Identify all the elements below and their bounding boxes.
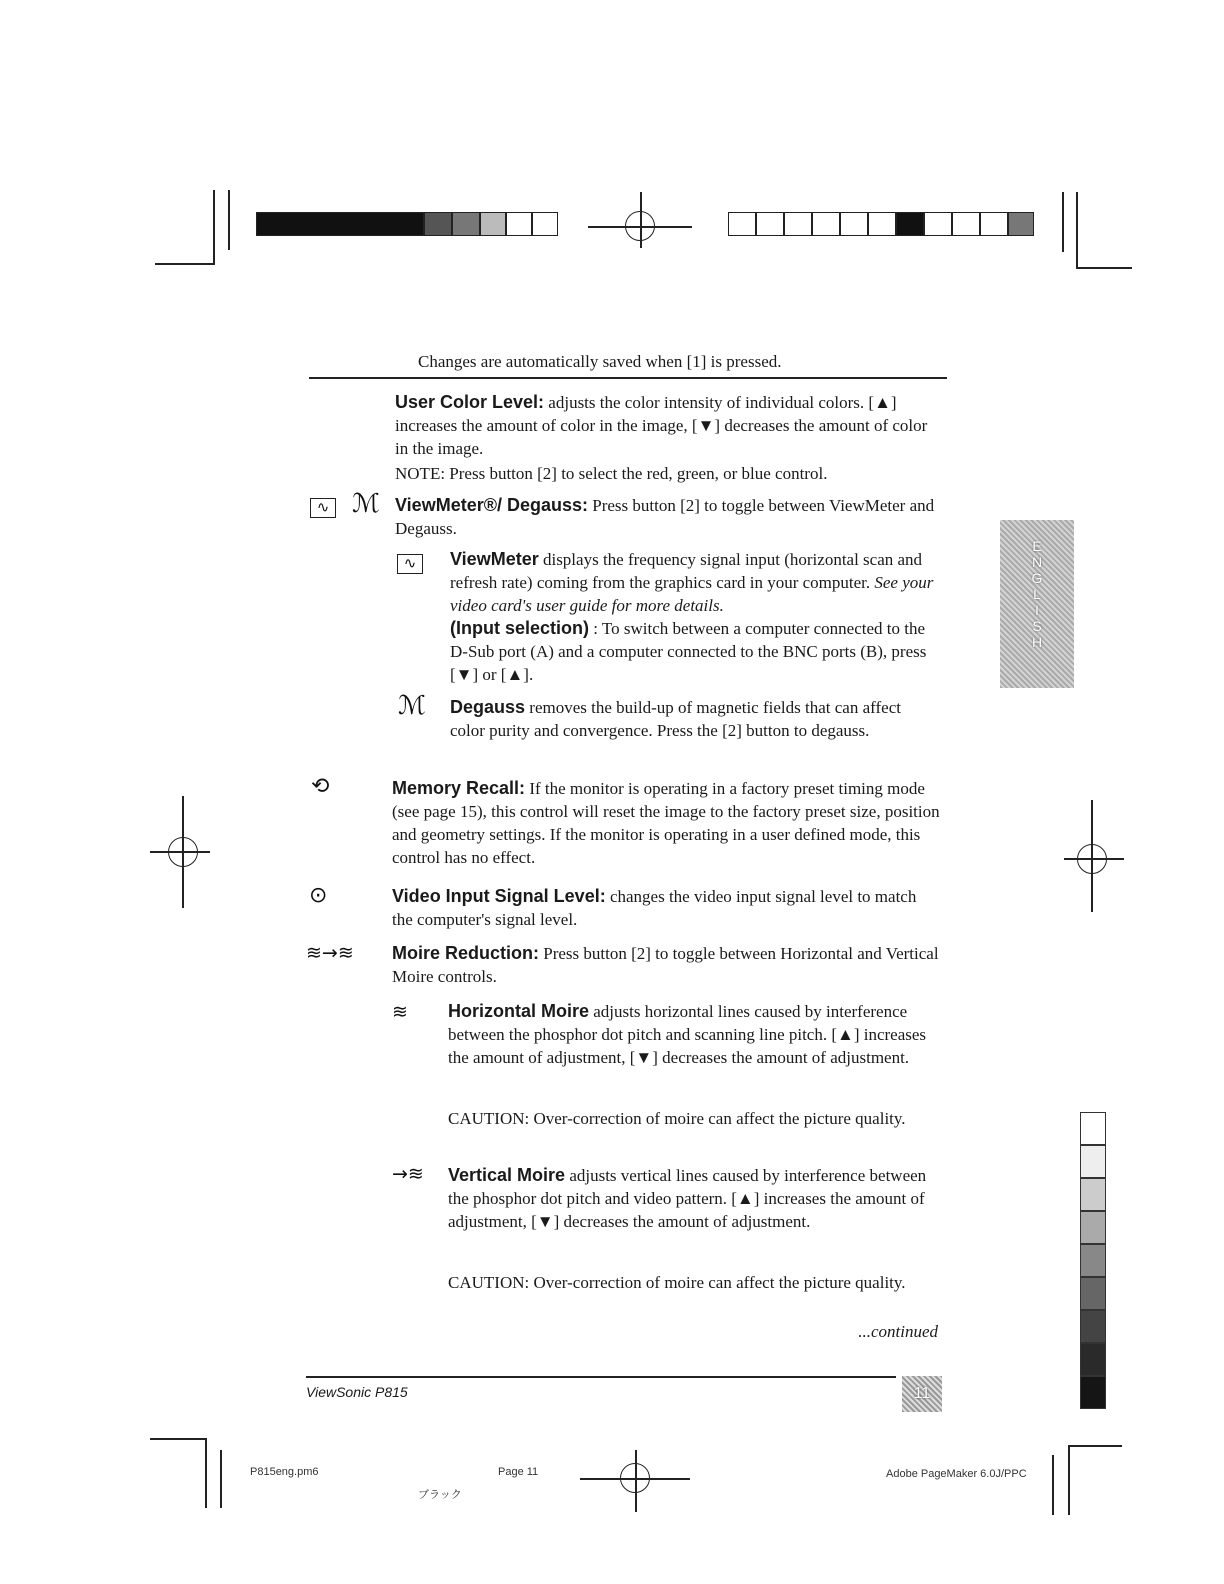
video-input-title: Video Input Signal Level:: [392, 886, 606, 906]
vertical-moire-title: Vertical Moire: [448, 1165, 566, 1185]
slug-page-label: Page 11: [498, 1466, 539, 1478]
crop-mark: [1062, 192, 1064, 252]
crop-mark: [1076, 192, 1078, 267]
viewmeter-description: [450, 548, 944, 617]
horizontal-moire: [448, 1000, 942, 1069]
tab-letter: N: [1031, 554, 1043, 570]
user-color-level: [395, 391, 943, 460]
horizontal-moire-caution: CAUTION: Over-correction of moire can affect the picture quality.: [448, 1109, 906, 1128]
crop-mark: [1068, 1445, 1122, 1447]
registration-mark: [1077, 844, 1107, 874]
input-selection-title: (Input selection): [450, 618, 589, 638]
vertical-moire-icon: →≋: [392, 1163, 424, 1185]
grayscale-strip: [1080, 1112, 1106, 1409]
tab-letter: H: [1031, 634, 1043, 650]
page-number-badge: 11: [902, 1376, 942, 1412]
video-input: [392, 885, 940, 931]
tab-letter: L: [1033, 586, 1041, 602]
language-tab: [1000, 520, 1074, 688]
horizontal-moire-text: adjusts horizontal lines caused by interference between the phosphor dot pitch and scanning line pitch. [▲] increases the amount of adjustment, [▼] decreases the amount of adjustment.: [448, 1002, 927, 1067]
crop-mark: [213, 190, 215, 264]
waveform-box-icon: ∿: [310, 494, 336, 518]
viewmeter-text: displays the frequency signal input (horizontal scan and refresh rate) coming from the graphics card in your computer.: [450, 550, 923, 592]
tab-letter: S: [1032, 618, 1042, 634]
moire-text: Press button [2] to toggle between Horizontal and Vertical Moire controls.: [392, 944, 939, 986]
input-selection-text: : To switch between a computer connected to the D-Sub port (A) and a computer connected to the BNC ports (B), press [▼] or [▲].: [450, 619, 927, 684]
crop-mark: [155, 263, 215, 265]
crop-mark: [150, 1438, 206, 1440]
slug-software: Adobe PageMaker 6.0J/PPC: [886, 1468, 1027, 1480]
color-bar-left: [256, 212, 558, 238]
memory-recall: [392, 777, 940, 869]
crop-mark: [1076, 267, 1132, 269]
slug-file-name: P815eng.pm6: [250, 1466, 319, 1478]
input-selection: [450, 617, 944, 686]
viewmeter-degauss-title: ViewMeter®/ Degauss:: [395, 495, 588, 515]
footer-brand: ViewSonic P815: [306, 1384, 408, 1400]
memory-recall-text: If the monitor is operating in a factory preset timing mode (see page 15), this control will reset the image to the factory preset size, position and geometry settings. If the monitor is operating in a user defined mode, this control has no effect.: [392, 779, 940, 867]
waveform-box-icon: ∿: [397, 550, 423, 574]
degauss-coil-icon: ℳ: [352, 489, 380, 519]
tab-letter: E: [1032, 538, 1042, 554]
header-note: Changes are automatically saved when [1] is pressed.: [418, 352, 782, 371]
degauss-title: Degauss: [450, 697, 526, 717]
viewmeter-degauss: [395, 494, 943, 540]
horizontal-moire-icon: ≋: [392, 1001, 408, 1023]
vertical-moire-caution: CAUTION: Over-correction of moire can affect the picture quality.: [448, 1273, 906, 1292]
registration-mark: [625, 211, 655, 241]
viewmeter-italic: See your video card's user guide for more details.: [450, 573, 934, 615]
user-color-title: User Color Level:: [395, 392, 545, 412]
header-rule: [309, 377, 947, 379]
vertical-moire: [448, 1164, 942, 1233]
tab-letter: G: [1031, 570, 1043, 586]
crop-mark: [1052, 1455, 1054, 1515]
crop-mark: [228, 190, 230, 250]
horizontal-moire-title: Horizontal Moire: [448, 1001, 590, 1021]
continued-label: ...continued: [858, 1322, 938, 1341]
crop-mark: [1068, 1445, 1070, 1515]
degauss-coil-icon: ℳ: [398, 691, 426, 721]
degauss-description: [450, 696, 930, 742]
crop-mark: [220, 1450, 222, 1508]
degauss-text: removes the build-up of magnetic fields that can affect color purity and convergence. Press the [2] button to degauss.: [450, 698, 901, 740]
viewmeter-degauss-text: Press button [2] to toggle between ViewMeter and Degauss.: [395, 496, 935, 538]
user-color-text: adjusts the color intensity of individual colors. [▲] increases the amount of color in the image, [▼] decreases the amount of color in the image.: [395, 393, 928, 458]
viewmeter-title: ViewMeter: [450, 549, 539, 569]
memory-recall-title: Memory Recall:: [392, 778, 526, 798]
slug-color-label: ブラック: [418, 1489, 462, 1501]
memory-recall-icon: ⟲: [311, 774, 330, 799]
horizontal-moire-icon: ≋→≋: [306, 942, 354, 964]
registration-mark: [168, 837, 198, 867]
moire-reduction: [392, 942, 940, 988]
crop-mark: [205, 1438, 207, 1508]
video-signal-icon: ⊙: [309, 883, 328, 908]
footer-rule: [306, 1376, 896, 1378]
moire-title: Moire Reduction:: [392, 943, 539, 963]
registration-mark: [620, 1463, 650, 1493]
vertical-moire-text: adjusts vertical lines caused by interference between the phosphor dot pitch and video pattern. [▲] increases the amount of adjustment, [▼] decreases the amount of adjustment.: [448, 1166, 927, 1231]
color-bar-right: [728, 212, 1034, 238]
video-input-text: changes the video input signal level to match the computer's signal level.: [392, 887, 917, 929]
tab-letter: I: [1035, 602, 1039, 618]
user-color-note: NOTE: Press button [2] to select the red, green, or blue control.: [395, 464, 828, 483]
